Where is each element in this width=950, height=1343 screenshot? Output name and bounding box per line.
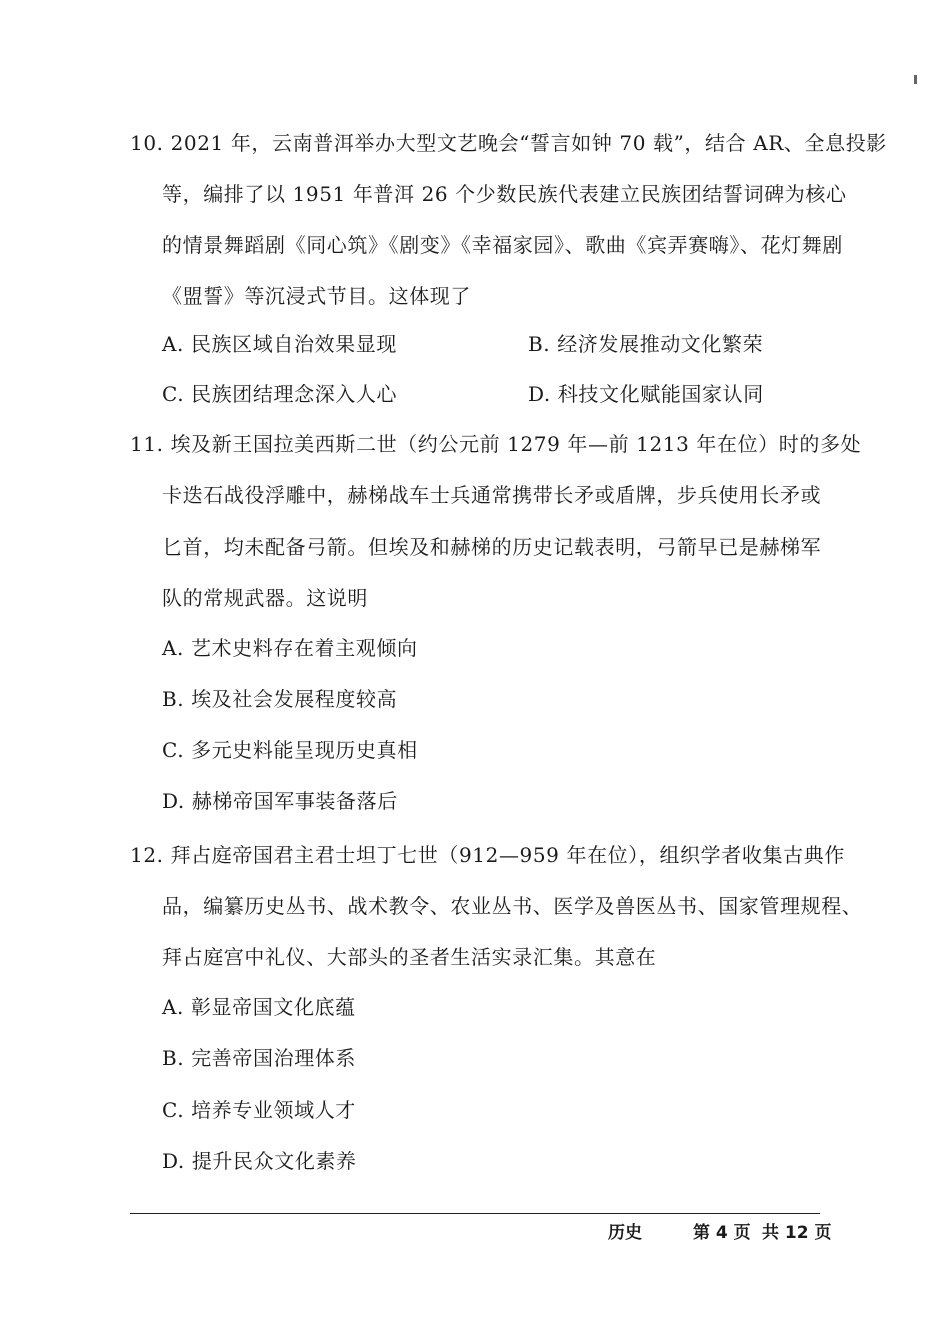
binding-mark [914,75,917,84]
option-c: C. 多元史料能呈现历史真相 [162,738,418,762]
footer-divider [130,1213,820,1214]
question-text-line: 队的常规武器。这说明 [162,586,368,610]
question-text-line: 等，编排了以 1951 年普洱 26 个少数民族代表建立民族团结誓词碑为核心 [162,182,847,206]
option-a: A. 民族区域自治效果显现 [162,332,397,356]
footer-page-number: 第 4 页 [693,1223,751,1243]
option-d: D. 赫梯帝国军事装备落后 [162,789,398,813]
question-text-line: 品，编纂历史丛书、战术教令、农业丛书、医学及兽医丛书、国家管理规程、 [162,894,863,918]
question-text-line: 《盟誓》等沉浸式节目。这体现了 [162,284,471,308]
option-c: C. 民族团结理念深入人心 [162,382,398,406]
question-text-line: 10. 2021 年，云南普洱举办大型文艺晚会“誓言如钟 70 载”，结合 AR、全息投影 [130,131,887,155]
footer-subject: 历史 [608,1223,642,1243]
option-b: B. 经济发展推动文化繁荣 [528,332,764,356]
option-c: C. 培养专业领域人才 [162,1098,356,1122]
question-text-line: 12. 拜占庭帝国君主君士坦丁七世（912—959 年在位），组织学者收集古典作 [130,843,845,867]
question-text-line: 卡迭石战役浮雕中，赫梯战车士兵通常携带长矛或盾牌，步兵使用长矛或 [162,483,822,507]
option-a: A. 彰显帝国文化底蕴 [162,995,356,1019]
option-d: D. 提升民众文化素养 [162,1149,357,1173]
question-text-line: 拜占庭宫中礼仪、大部头的圣者生活实录汇集。其意在 [162,945,657,969]
option-b: B. 完善帝国治理体系 [162,1046,357,1070]
footer-total-pages: 共 12 页 [762,1223,832,1243]
option-d: D. 科技文化赋能国家认同 [528,382,764,406]
option-a: A. 艺术史料存在着主观倾向 [162,636,418,660]
question-text-line: 匕首，均未配备弓箭。但埃及和赫梯的历史记载表明，弓箭早已是赫梯军 [162,535,822,559]
question-text-line: 的情景舞蹈剧《同心筑》《剧变》《幸福家园》、歌曲《宾弄赛嗨》、花灯舞剧 [162,233,843,257]
question-text-line: 11. 埃及新王国拉美西斯二世（约公元前 1279 年—前 1213 年在位）时的多处 [130,432,862,456]
option-b: B. 埃及社会发展程度较高 [162,687,398,711]
